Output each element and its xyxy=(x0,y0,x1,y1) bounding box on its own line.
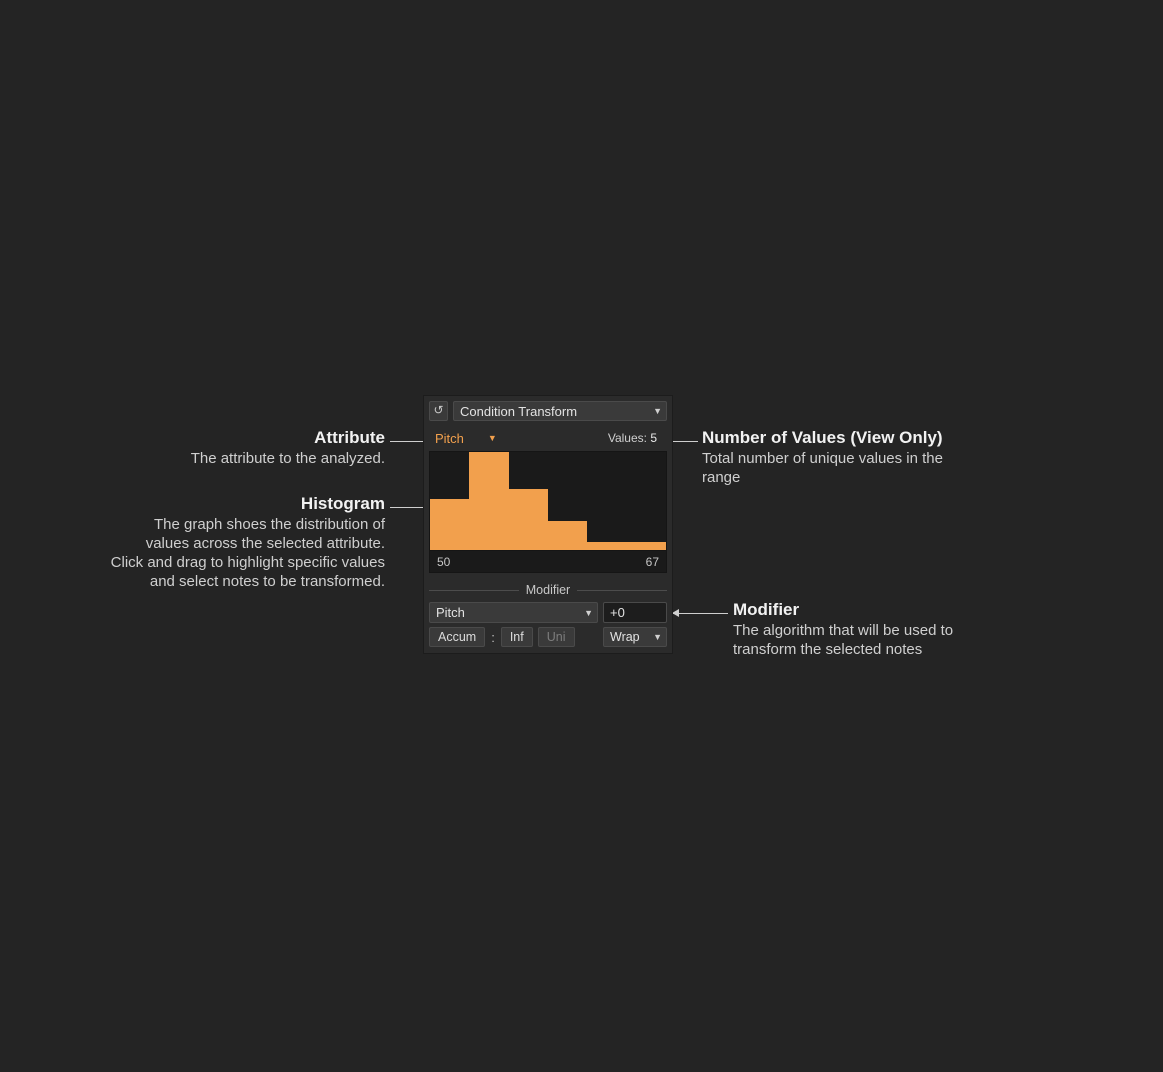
annotation-modifier-title: Modifier xyxy=(733,600,800,619)
histogram-plot[interactable] xyxy=(429,451,667,551)
uni-button[interactable]: Uni xyxy=(538,627,575,647)
modifier-target-select[interactable] xyxy=(429,602,598,623)
attribute-select-value: Pitch xyxy=(435,430,464,446)
wrap-mode-select[interactable] xyxy=(603,627,667,647)
histogram-bar[interactable] xyxy=(587,542,626,550)
options-colon: : xyxy=(491,629,495,645)
annotation-attribute xyxy=(110,428,385,468)
histogram-axis xyxy=(429,551,667,573)
histogram-bar[interactable] xyxy=(469,452,508,550)
wrap-mode-value: Wrap xyxy=(610,630,640,644)
divider-line-right xyxy=(577,590,667,591)
annotation-histogram xyxy=(110,494,385,591)
annotation-modifier xyxy=(733,600,963,659)
modifier-section-divider xyxy=(429,583,667,597)
attribute-row xyxy=(429,428,667,448)
annotation-histogram-body: The graph shoes the distribution of values across the selected attribute. Click and drag to highlight specific values and select notes to be transformed. xyxy=(110,516,385,590)
histogram-bar[interactable] xyxy=(627,542,666,550)
annotation-values-title: Number of Values (View Only) xyxy=(702,428,943,447)
preset-select[interactable] xyxy=(453,401,667,421)
modifier-row-primary xyxy=(429,602,667,623)
histogram-axis-max: 67 xyxy=(645,554,659,569)
condition-transform-panel xyxy=(423,395,673,654)
histogram-bar[interactable] xyxy=(430,499,469,550)
histogram-bar[interactable] xyxy=(548,521,587,550)
chevron-down-icon: ▼ xyxy=(653,632,662,642)
annotation-attribute-body: The attribute to the analyzed. xyxy=(190,450,385,467)
leader-line-modifier xyxy=(673,613,728,614)
modifier-row-options xyxy=(429,627,667,647)
attribute-select[interactable] xyxy=(429,431,497,446)
values-count-value: 5 xyxy=(650,431,657,445)
annotation-histogram-title: Histogram xyxy=(300,494,385,513)
annotation-attribute-title: Attribute xyxy=(314,428,385,447)
histogram-bars[interactable] xyxy=(430,452,666,550)
reset-icon[interactable]: ↺ xyxy=(429,401,448,421)
annotation-values xyxy=(702,428,982,487)
values-count xyxy=(608,431,667,445)
modifier-amount-field[interactable] xyxy=(603,602,667,623)
annotation-modifier-body: The algorithm that will be used to transform the selected notes xyxy=(733,622,954,658)
chevron-down-icon: ▼ xyxy=(584,607,593,618)
modifier-section-label: Modifier xyxy=(525,583,571,597)
modifier-amount-value: +0 xyxy=(610,605,625,620)
inf-button[interactable]: Inf xyxy=(501,627,533,647)
annotation-values-body: Total number of unique values in the range xyxy=(702,450,943,486)
chevron-down-icon: ▼ xyxy=(653,406,662,416)
histogram-bar[interactable] xyxy=(509,489,548,550)
chevron-down-icon: ▼ xyxy=(487,433,497,443)
arrow-icon-modifier xyxy=(672,609,679,617)
modifier-target-value: Pitch xyxy=(436,605,465,620)
panel-titlebar xyxy=(429,400,667,422)
values-count-label: Values: xyxy=(607,431,647,445)
histogram-axis-min: 50 xyxy=(437,554,451,569)
accum-button[interactable]: Accum xyxy=(429,627,485,647)
divider-line-left xyxy=(429,590,519,591)
preset-select-value: Condition Transform xyxy=(460,403,578,419)
